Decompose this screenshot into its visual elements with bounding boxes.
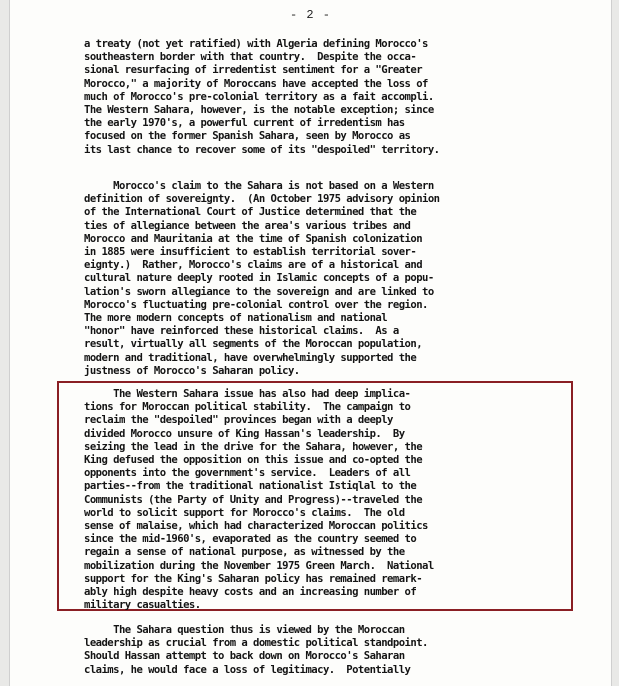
paragraph-sahara-question: The Sahara question thus is viewed by the Moroccan leadership as crucial from a domestic political standpoint. Should Hassan attempt to back down on Morocco's Saharan claims, he would face a loss of legitimacy. Potentially — [84, 624, 428, 676]
document-page — [9, 0, 612, 686]
paragraph-treaty-irredentism: a treaty (not yet ratified) with Algeria defining Morocco's southeastern border with that country. Despite the occa- sional resurfacing of irredentist sentiment for a "Greater Morocco," a majority of Moroccans have accepted the loss of much of Morocco's pre-colonial territory as a fait accompli. The Western Sahara, however, is the notable exception; since the early 1970's, a powerful current of irredentism has focused on the former Spanish Sahara, seen by Morocco as its last chance to recover some of its "despoiled" territory. — [84, 38, 440, 156]
page-number: - 2 - — [289, 8, 331, 22]
paragraph-political-stability: The Western Sahara issue has also had deep implica- tions for Moroccan political stability. The campaign to reclaim the "despoiled" provinces began with a deeply divided Morocco unsure of King Hassan's leadership. By seizing the lead in the drive for the Sahara, however, the King defused the opposition on this issue and co-opted the opponents into the government's service. Leaders of all parties--from the traditional nationalist Istiqlal to the Communists (the Party of Unity and Progress)--traveled the world to solicit support for Morocco's claims. The old sense of malaise, which had characterized Moroccan politics since the mid-1960's, evaporated as the country seemed to regain a sense of national purpose, as witnessed by the mobilization during the November 1975 Green March. National support for the King's Saharan policy has remained remark- ably high despite heavy costs and an increasing number of military casualties. — [84, 388, 434, 612]
paragraph-sahara-claim: Morocco's claim to the Sahara is not based on a Western definition of sovereignty. (An October 1975 advisory opinion of the International Court of Justice determined that the ties of allegiance between the area's various tribes and Morocco and Mauritania at the time of Spanish colonization in 1885 were insufficient to establish territorial sover- eignty.) Rather, Morocco's claims are of a historical and cultural nature deeply rooted in Islamic concepts of a popu- lation's sworn allegiance to the sovereign and are linked to Morocco's fluctuating pre-colonial control over the region. The more modern concepts of nationalism and national "honor" have reinforced these historical claims. As a result, virtually all segments of the Moroccan population, modern and traditional, have overwhelmingly supported the justness of Morocco's Saharan policy. — [84, 180, 440, 377]
